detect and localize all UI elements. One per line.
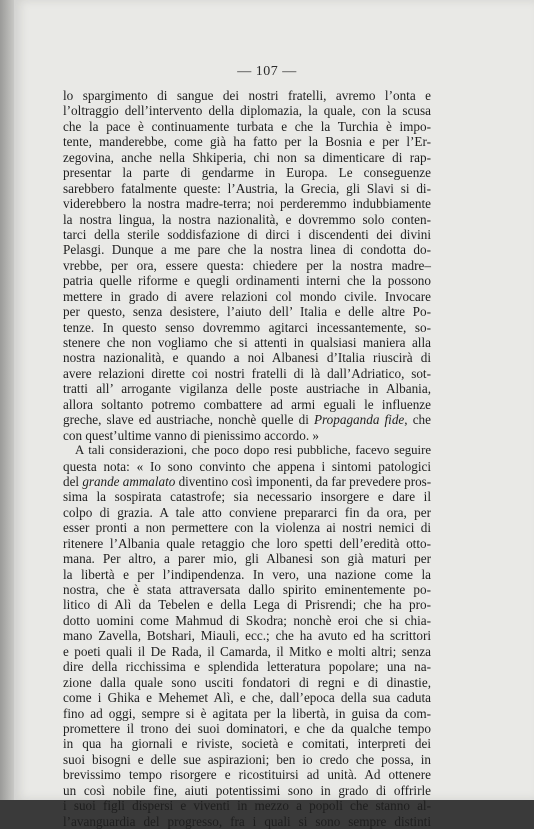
body-text	[63, 88, 431, 829]
text-line: un così nobile fine, aiuti potentissimi sono in grado di offrirle	[63, 782, 431, 798]
text-line: la libertà e per l’indipendenza. In vero, una nazione come la	[63, 566, 431, 582]
text-line: presentar la parte di gendarme in Europa. Le conseguenze	[63, 165, 431, 181]
text-line: stenere che non vogliamo che si attenti in qualsiasi maniera alla	[63, 335, 431, 350]
text-line: per questo, senza desistere, l’aiuto dell’ Italia e delle altre Po-	[63, 304, 431, 320]
text-line: i suoi figli dispersi e viventi in mezzo a popoli che stanno al-	[63, 798, 431, 814]
text-line: tarci della sterile soddisfazione di dirci i discendenti dei divini	[63, 226, 431, 242]
text-line: tente, manderebbe, come già ha fatto per la Bosnia e per l’Er-	[63, 134, 431, 150]
text-line: zegovina, anche nella Shkiperia, chi non sa dimenticare di rap-	[63, 149, 431, 165]
text-line: dotto uomini come Mahmud di Skodra; nonchè eroi che si chia-	[63, 612, 431, 628]
text-line: sarebbero fatalmente queste: l’Austria, la Grecia, gli Slavi si di-	[63, 180, 431, 196]
text-line: con quest’ultime vanno di pienissimo accordo. »	[63, 427, 320, 443]
book-binding-edge	[0, 0, 14, 800]
text-line: A tali considerazioni, che poco dopo resi pubbliche, facevo seguire	[75, 443, 431, 458]
text-line: Pelasgi. Dunque a me pare che la nostra linea di condotta do-	[63, 242, 431, 258]
text-line: mettere in grado di avere relazioni col mondo civile. Invocare	[63, 288, 431, 304]
text-line: sima la sospirata catastrofe; sia necessario insorgere e dare il	[63, 489, 431, 505]
text-line: come i Ghika e Mehemet Alì, e che, dall’epoca della sua caduta	[63, 690, 431, 706]
text-line: suoi bisogni e delle sue aspirazioni; ben io credo che possa, in	[63, 751, 431, 767]
text-line: e poeti quali il De Rada, il Camarda, il Mitko e molti altri; senza	[63, 643, 431, 659]
text-line: greche, slave ed austriache, nonchè quelle di Propaganda fide, che	[63, 412, 431, 428]
page-number: — 107 —	[237, 64, 297, 79]
text-line: nostra, che è stata attraversata dallo spirito eminentemente po-	[63, 582, 431, 597]
text-line: l’avanguardia del progresso, fra i quali si sono sempre distinti	[63, 813, 431, 829]
text-line: nostra nazionalità, e quando a noi Albanesi d’Italia riuscirà di	[63, 350, 431, 366]
text-line: questa nota: « Io sono convinto che appena i sintomi patologici	[63, 458, 431, 474]
text-line: fino ad oggi, sempre si è agitata per la libertà, in guisa da com-	[63, 705, 431, 721]
text-line: zione dalla quale sono usciti fondatori di regni e di dinastie,	[63, 674, 431, 690]
text-line: patria quelle riforme e quegli ordinamenti interni che la possono	[63, 273, 431, 289]
text-line: esser pronti a non permettere con la violenza ai nostri nemici di	[63, 520, 431, 536]
text-line: promettere il trono dei suoi dominatori, e che da qualche tempo	[63, 720, 431, 736]
text-line: in qua ha giornali e riviste, società e comitati, interpreti dei	[63, 736, 431, 752]
text-line: dire della ricchissima e splendida letteratura popolare; una na-	[63, 659, 431, 675]
text-line: mana. Per altro, a parer mio, gli Albanesi son già maturi per	[63, 551, 431, 567]
text-line: tratti all’ arrogante vigilanza delle poste austriache in Albania,	[63, 381, 431, 397]
text-line: avere relazioni dirette coi nostri fratelli di là dall’Adriatico, sot-	[63, 365, 431, 381]
text-line: che la pace è continuamente turbata e che la Turchia è impo-	[63, 118, 431, 134]
text-line: lo spargimento di sangue dei nostri fratelli, avremo l’onta e	[63, 88, 431, 103]
text-line: mano Zavella, Botshari, Miauli, ecc.; che ha avuto ed ha scrittori	[63, 628, 431, 644]
text-line: viderebbero la nostra madre-terra; noi perderemmo indubbiamente	[63, 196, 431, 212]
text-line: del grande ammalato diventino così imponenti, da far prevedere pros-	[63, 473, 432, 489]
text-line: brevissimo tempo risorgere e ricostituirsi ad unità. Ad ottenere	[63, 767, 431, 783]
text-line: l’oltraggio dell’intervento della diplomazia, la quale, con la scusa	[63, 103, 431, 119]
text-line: litico di Alì da Tebelen e della Lega di Prisrendi; che ha pro-	[63, 597, 431, 613]
italic-phrase: grande ammalato	[82, 473, 176, 489]
text-line: la nostra lingua, la nostra nazionalità, e dovremmo solo conten-	[63, 211, 431, 227]
text-line: ritenere l’Albania quale retaggio che loro spetti dell’eredità otto-	[63, 535, 431, 551]
text-line: colpo di grazia. A tale atto conviene prepararci fin da ora, per	[63, 504, 431, 520]
italic-phrase: Propaganda fide	[313, 412, 405, 428]
text-line: tenze. In questo senso dovremmo agitarci incessantemente, so-	[63, 319, 431, 335]
text-line: allora soltanto potremo combattere ad armi eguali le influenze	[63, 396, 431, 412]
text-line: vrebbe, per ora, essere questa: chiedere per la nostra madre–	[63, 257, 431, 273]
